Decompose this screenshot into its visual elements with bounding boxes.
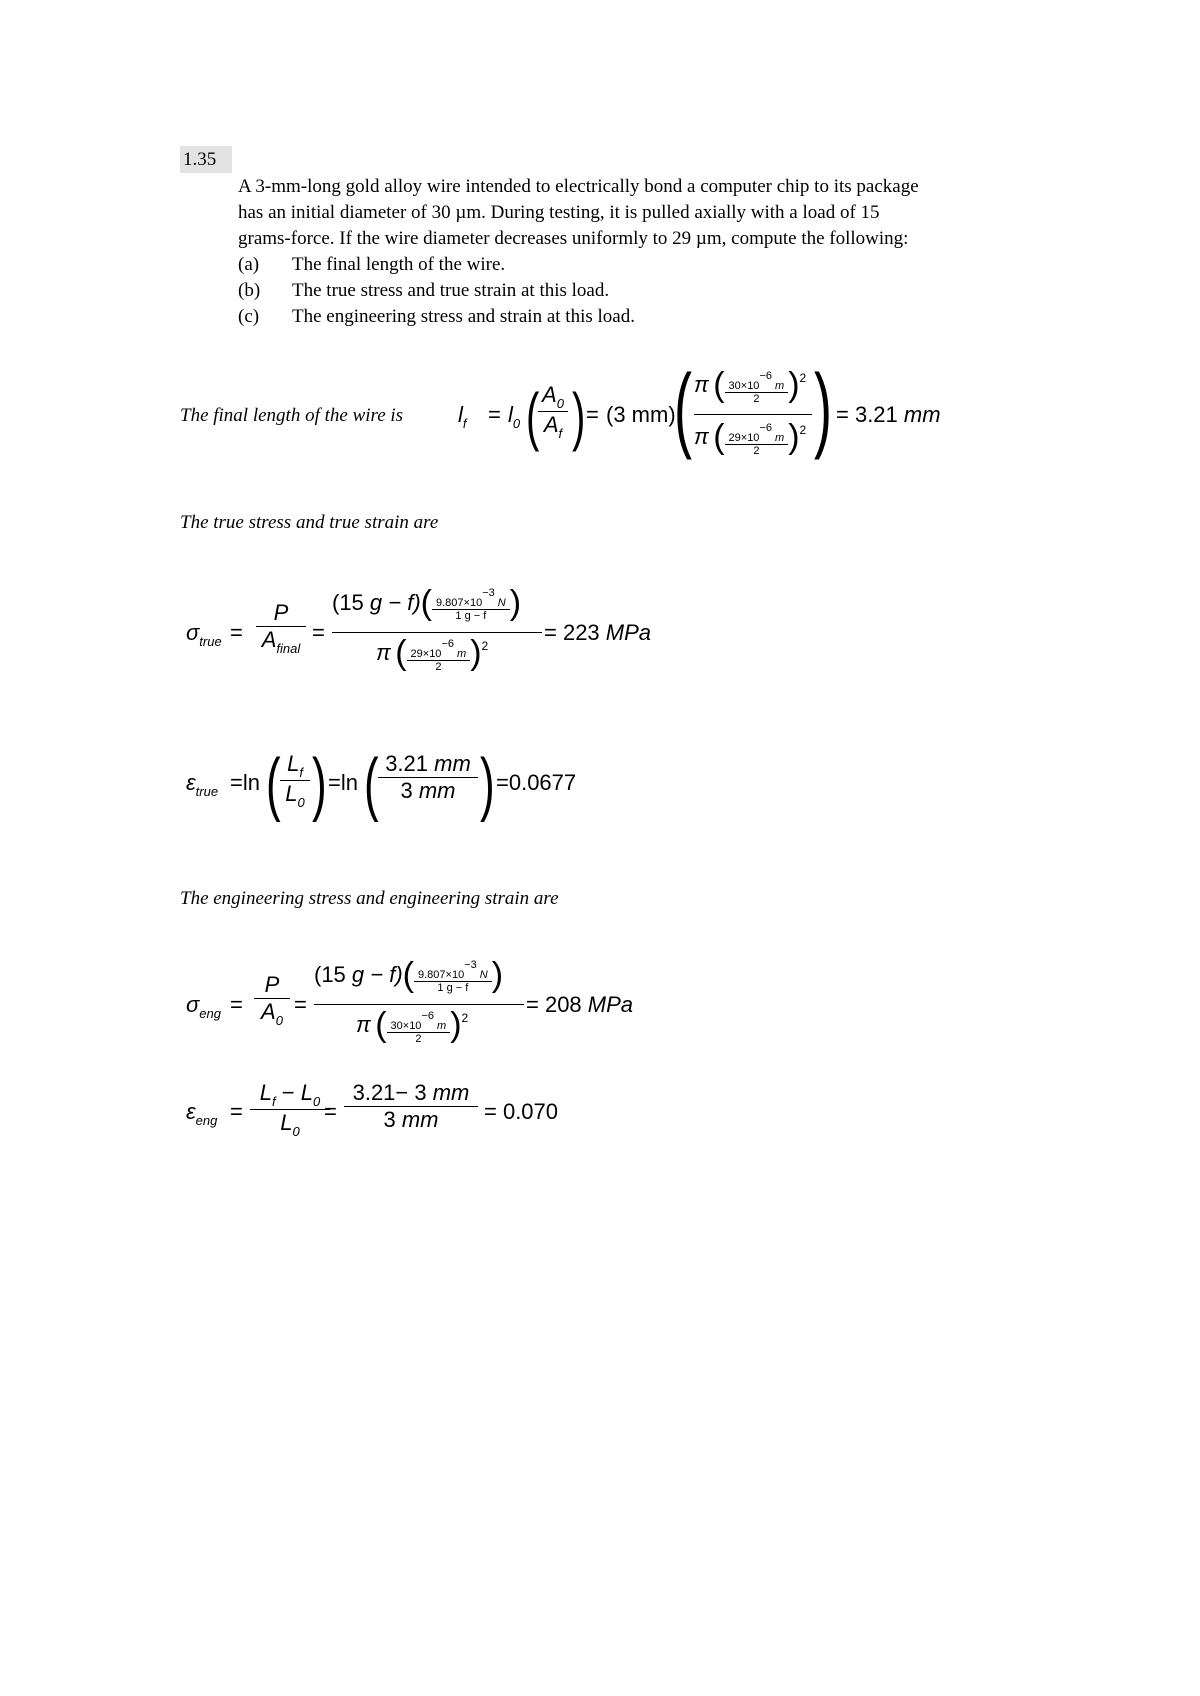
eng-lead: The engineering stress and engineering strain are bbox=[180, 888, 559, 909]
eq-p-over-a: P $A_0$ bbox=[254, 972, 290, 1028]
final-length-equation bbox=[458, 355, 941, 467]
eq-equals: = bbox=[488, 402, 501, 427]
eq-result: = 208 MPa bbox=[526, 992, 634, 1017]
final-length-lead: The final length of the wire is bbox=[180, 405, 404, 426]
eq-lhs: $\varepsilon_{eng}$ bbox=[186, 1099, 218, 1128]
problem-part-c bbox=[238, 304, 635, 330]
eq-l0: $l_0$ bbox=[508, 402, 521, 431]
part-label: (a) bbox=[238, 254, 260, 275]
eq-numerator: (15 g − f)( $\frac{9.807\times 10-3 N}{1 g - f}$ ) bbox=[314, 956, 504, 994]
eq-numerator: (15 g − f)( $\frac{9.807\times 10-3 N}{1 g - f}$ ) bbox=[332, 584, 522, 622]
paren-right: ) bbox=[814, 355, 832, 461]
eq-ln: =ln bbox=[230, 770, 260, 795]
true-strain-equation bbox=[186, 745, 606, 825]
paren-left: ( bbox=[526, 382, 540, 453]
paren-right: ) bbox=[312, 745, 327, 824]
eq-ln: =ln bbox=[328, 770, 358, 795]
eq-equals: = bbox=[312, 620, 325, 645]
eq-length-ratio: $L_f - L_0$ $L_0$ bbox=[250, 1080, 330, 1139]
paren-left: ( bbox=[674, 355, 692, 461]
eq-equals: = bbox=[230, 1099, 243, 1124]
eq-value-ratio: 3.21− 3 mm 3 mm bbox=[344, 1080, 478, 1133]
part-text: The true stress and true strain at this load. bbox=[292, 280, 610, 301]
eq-numerator: π ( $\frac{30\times 10-6 m}{2}$ )$^2$ bbox=[694, 366, 807, 406]
eq-length-ratio: $L_f$ $L_0$ bbox=[280, 751, 310, 810]
part-text: The engineering stress and strain at this load. bbox=[292, 306, 635, 327]
paren-right: ) bbox=[572, 382, 586, 453]
problem-text-line: has an initial diameter of 30 µm. During testing, it is pulled axially with a load of 15 bbox=[238, 202, 880, 223]
true-lead: The true stress and true strain are bbox=[180, 512, 439, 533]
eq-equals: = bbox=[230, 620, 243, 645]
part-text: The final length of the wire. bbox=[292, 254, 506, 275]
problem-text-line: grams-force. If the wire diameter decreases uniformly to 29 µm, compute the following: bbox=[238, 228, 909, 249]
paren-left: ( bbox=[266, 745, 281, 824]
eq-denominator: π ( $\frac{30\times 10-6 m}{2}$ )$^2$ bbox=[356, 1006, 469, 1046]
eq-equals: = bbox=[294, 992, 307, 1017]
part-label: (b) bbox=[238, 280, 261, 301]
eq-result: = 0.070 bbox=[484, 1099, 559, 1124]
fraction-bar bbox=[314, 1004, 524, 1005]
problem-text-line: A 3-mm-long gold alloy wire intended to electrically bond a computer chip to its package bbox=[238, 176, 919, 197]
eq-result: = 223 MPa bbox=[544, 620, 652, 645]
eq-length-factor: (3 mm) bbox=[606, 402, 676, 427]
eq-p-over-a: P $A_{final}$ bbox=[256, 600, 306, 656]
eq-denominator: π ( $\frac{29\times 10-6 m}{2}$ )$^2$ bbox=[376, 634, 489, 674]
true-stress-equation bbox=[186, 580, 666, 680]
paren-right: ) bbox=[480, 745, 495, 824]
eq-value-ratio: 3.21 mm 3 mm bbox=[378, 751, 478, 804]
fraction-bar bbox=[694, 414, 812, 415]
part-label: (c) bbox=[238, 306, 260, 327]
eq-equals: = bbox=[230, 992, 243, 1017]
eq-lhs: $\varepsilon_{true}$ bbox=[186, 770, 219, 799]
eq-area-ratio: $A_0$ $A_f$ bbox=[538, 382, 568, 441]
eq-denominator: π ( $\frac{29\times 10-6 m}{2}$ )$^2$ bbox=[694, 418, 807, 458]
fraction-bar bbox=[332, 632, 542, 633]
eq-equals: = bbox=[324, 1099, 337, 1124]
eq-equals: = bbox=[586, 402, 599, 427]
problem-statement bbox=[238, 174, 1026, 252]
eng-stress-equation bbox=[186, 954, 666, 1054]
problem-number: 1.35 bbox=[180, 146, 232, 173]
problem-part-b bbox=[238, 278, 609, 304]
eq-result: = 3.21 mm bbox=[836, 402, 941, 427]
eq-result: =0.0677 bbox=[496, 770, 577, 795]
eng-strain-equation bbox=[186, 1074, 606, 1154]
eq-lhs: $l_f$ bbox=[458, 402, 467, 431]
eq-lhs: $\sigma_{eng}$ bbox=[186, 992, 221, 1021]
paren-left: ( bbox=[364, 745, 379, 824]
problem-part-a bbox=[238, 252, 505, 278]
eq-lhs: $\sigma_{true}$ bbox=[186, 620, 222, 649]
